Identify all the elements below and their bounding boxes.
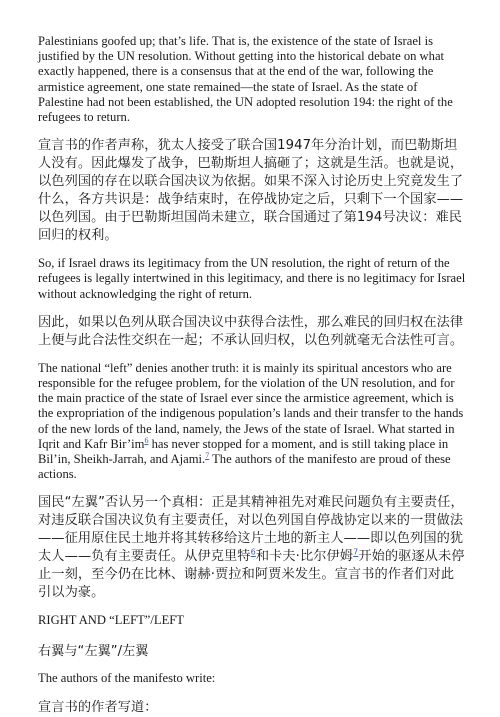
closing-line-chinese: 宣言书的作者写道：: [38, 699, 158, 715]
paragraph-1-chinese: 宣言书的作者声称，犹太人接受了联合国1947年分治计划，而巴勒斯坦人没有。因此爆发了战争，巴勒斯坦人搞砸了；这就是生活。也就是说，以色列国的存在以联合国决议为依据。如果不深入讨论历史上究竟发生了什么，各方共识是：战争结束时，在停战协定之后，只剩下一个国家——以色列国。由于巴勒斯坦国尚未建立，联合国通过了第194号决议：难民回归的权利。: [38, 138, 464, 244]
paragraph-3-english-part-1: The national “left” denies another truth: it is mainly its spiritual ancestors who are responsible for the refugee problem, for the violation of the UN resolution, and for the main practice of the state of Israel ever since the armistice agreement, which is the expropriation of the indigenous population’s lands and their transfer to the hands of the new lords of the land, namely, the Jews of the state of Israel. What started in Iqrit and Kafr Bir’im: [38, 360, 464, 451]
paragraph-3-chinese-part-1: 国民“左翼”否认另一个真相：正是其精神祖先对难民问题负有主要责任，对违反联合国决议负有主要责任，对以色列国自停战协定以来的一贯做法——征用原住民土地并将其转移给这片土地的新主人——即以色列国的犹太人——负有主要责任。从伊克里特: [38, 495, 464, 565]
section-heading-english: RIGHT AND “LEFT”/LEFT: [38, 613, 184, 628]
section-heading-chinese: 右翼与“左翼”/左翼: [38, 644, 149, 660]
footnote-6-link-zh[interactable]: 6: [250, 548, 256, 558]
paragraph-1-english: Palestinians goofed up; that’s life. That is, the existence of the state of Israel is justified by the UN resolution. Without getting into the historical debate on what exactly happened, there is a consensus that at the end of the war, following the armistice agreement, one state remained—the state of Israel. As the state of Palestine had not been established, the UN adopted resolution 194: the right of the refugees to return.: [38, 34, 453, 125]
paragraph-3-chinese: [38, 494, 466, 602]
paragraph-2-english: So, if Israel draws its legitimacy from the UN resolution, the right of return of the refugees is legally intertwined in this legitimacy, and there is no legitimacy for Israel without acknowledging the right of return.: [38, 256, 466, 301]
closing-line-english: The authors of the manifesto write:: [38, 671, 216, 686]
paragraph-3-english: [38, 361, 466, 483]
footnote-7-link[interactable]: 7: [205, 450, 210, 460]
footnote-6-link[interactable]: 6: [144, 435, 149, 445]
footnote-7-link-zh[interactable]: 7: [353, 548, 359, 558]
paragraph-3-chinese-part-2: 和卡夫·比尔伊姆: [255, 549, 354, 565]
paragraph-3-english-part-2: has never stopped for a moment, and is still taking place in Bil’in, Sheikh-Jarrah, and Ajami.: [38, 436, 449, 467]
paragraph-3-english-part-3: The authors of the manifesto are proud of these actions.: [38, 452, 451, 482]
paragraph-2-chinese: 因此，如果以色列从联合国决议中获得合法性，那么难民的回归权在法律上便与此合法性交织在一起；不承认回归权，以色列就毫无合法性可言。: [38, 314, 464, 348]
paragraph-3-chinese-part-3: 开始的驱逐从未停止一刻，至今仍在比林、谢赫·贾拉和阿贾米发生。宣言书的作者们对此引以为豪。: [38, 549, 465, 601]
